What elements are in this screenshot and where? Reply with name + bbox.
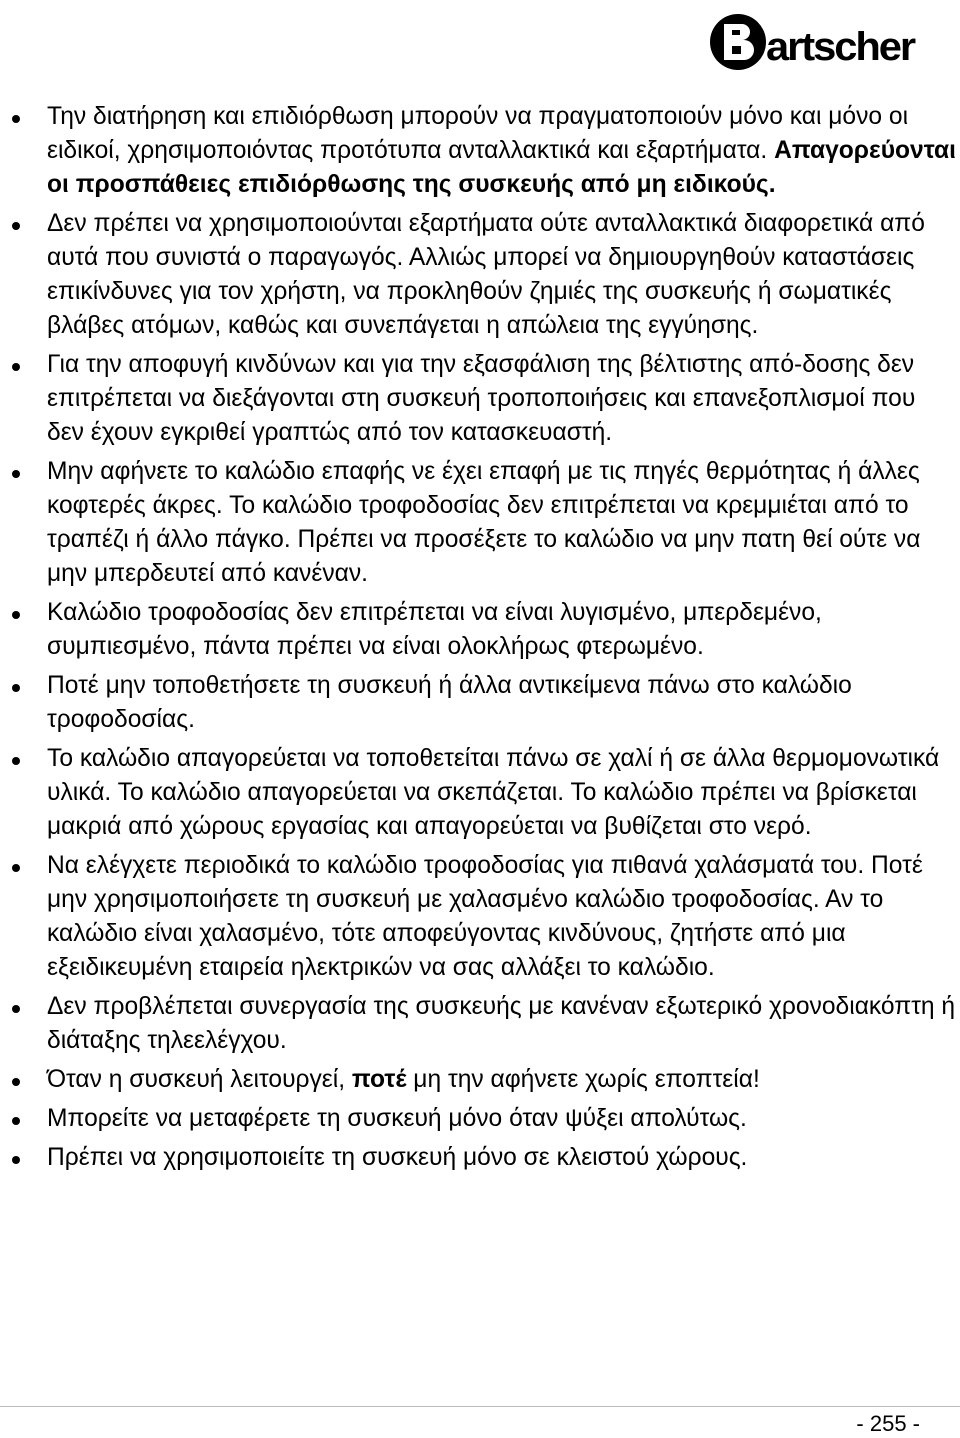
page-number: - 255 -	[856, 1411, 920, 1436]
item-text: Μπορείτε να μεταφέρετε τη συσκευή μόνο όταν ψύξει απολύτως.	[47, 1105, 747, 1132]
bullet-icon	[12, 1005, 20, 1013]
list-item	[10, 1102, 958, 1136]
list-item	[10, 455, 958, 591]
list-item	[10, 849, 958, 985]
list-item	[10, 1141, 958, 1175]
item-text: Καλώδιο τροφοδοσίας δεν επιτρέπεται να είναι λυγισμένο, μπερδεμένο, συμπιεσμένο, πάντα πρέπει να είναι ολοκλήρως φτερωμένο.	[47, 599, 822, 660]
bullet-icon	[12, 611, 20, 619]
bullet-icon	[12, 222, 20, 230]
bullet-icon	[12, 1117, 20, 1125]
bullet-icon	[12, 1078, 20, 1086]
list-item	[10, 207, 958, 343]
item-text: Ποτέ μην τοποθετήσετε τη συσκευή ή άλλα αντικείμενα πάνω στο καλώδιο τροφοδοσίας.	[47, 672, 852, 733]
list-item	[10, 669, 958, 737]
bullet-icon	[12, 684, 20, 692]
list-item	[10, 990, 958, 1058]
bullet-icon	[12, 363, 20, 371]
bartscher-logo	[704, 6, 916, 74]
bullet-icon	[12, 1156, 20, 1164]
item-text: Την διατήρηση και επιδιόρθωση μπορούν να πραγματοποιούν μόνο και μόνο οι ειδικοί, χρησιμοποιόντας προτότυπα ανταλλακτικά και εξαρτήματα.	[47, 103, 909, 164]
list-item	[10, 100, 958, 202]
bullet-icon	[12, 757, 20, 765]
item-text-tail: μη την αφήνετε χωρίς εποπτεία!	[406, 1066, 760, 1093]
item-text: Για την αποφυγή κινδύνων και για την εξασφάλιση της βέλτιστης από-δοσης δεν επιτρέπεται να διεξάγονται στη συσκευή τροποποιήσεις και επανεξοπλισμοί που δεν έχουν εγκριθεί γραπτώς από τον κατασκευαστή.	[47, 351, 916, 446]
footer-divider	[0, 1406, 960, 1407]
list-item	[10, 348, 958, 450]
item-text: Πρέπει να χρησιμοποιείτε τη συσκευή μόνο σε κλειστού χώρους.	[47, 1144, 748, 1171]
item-bold-text: ποτέ	[351, 1066, 407, 1093]
list-item	[10, 596, 958, 664]
item-text: Να ελέγχετε περιοδικά το καλώδιο τροφοδοσίας για πιθανά χαλάσματά του. Ποτέ μην χρησιμοποιήσετε τη συσκευή με χαλασμένο καλώδιο τροφοδοσίας. Αν το καλώδιο είναι χαλασμένο, τότε αποφεύγοντας κινδύνους, ζητήστε από μια εξειδικευμένη εταιρεία ηλεκτρικών να σας αλλάξει το καλώδιο.	[47, 852, 923, 981]
safety-instructions	[10, 100, 958, 1180]
bullet-list	[10, 100, 958, 1175]
item-text: Όταν η συσκευή λειτουργεί,	[47, 1066, 352, 1093]
item-bold-text: Απαγορεύονται οι προσπάθειες επιδιόρθωσης της συσκευής από μη ειδικούς.	[47, 137, 956, 198]
list-item	[10, 742, 958, 844]
bullet-icon	[12, 115, 20, 123]
list-item	[10, 1063, 958, 1097]
bullet-icon	[12, 864, 20, 872]
item-text: Δεν προβλέπεται συνεργασία της συσκευής με κανέναν εξωτερικό χρονοδιακόπτη ή διάταξης τηλεελέγχου.	[47, 993, 956, 1054]
item-text: Μην αφήνετε το καλώδιο επαφής νε έχει επαφή με τις πηγές θερμότητας ή άλλες κοφτερές άκρες. Το καλώδιο τροφοδοσίας δεν επιτρέπεται να κρεμμιέται από το τραπέζι ή άλλο πάγκο. Πρέπει να προσέξετε το καλώδιο να μην πατη θεί ούτε να μην μπερδευτεί από κανέναν.	[47, 458, 921, 587]
item-text: Δεν πρέπει να χρησιμοποιούνται εξαρτήματα ούτε ανταλλακτικά διαφορετικά από αυτά που συνιστά ο παραγωγός. Αλλιώς μπορεί να δημιουργηθούν καταστάσεις επικίνδυνες για τον χρήστη, να προκληθούν ζημιές της συσκευής ή σωματικές βλάβες ατόμων, καθώς και συνεπάγεται η απώλεια της εγγύησης.	[47, 210, 925, 339]
bullet-icon	[12, 470, 20, 478]
svg-text:artscher: artscher	[766, 25, 916, 69]
item-text: Το καλώδιο απαγορεύεται να τοποθετείται πάνω σε χαλί ή σε άλλα θερμομονωτικά υλικά. Το καλώδιο απαγορεύεται να σκεπάζεται. Το καλώδιο πρέπει να βρίσκεται μακριά από χώρους εργασίας και απαγορεύεται να βυθίζεται στο νερό.	[47, 745, 940, 840]
